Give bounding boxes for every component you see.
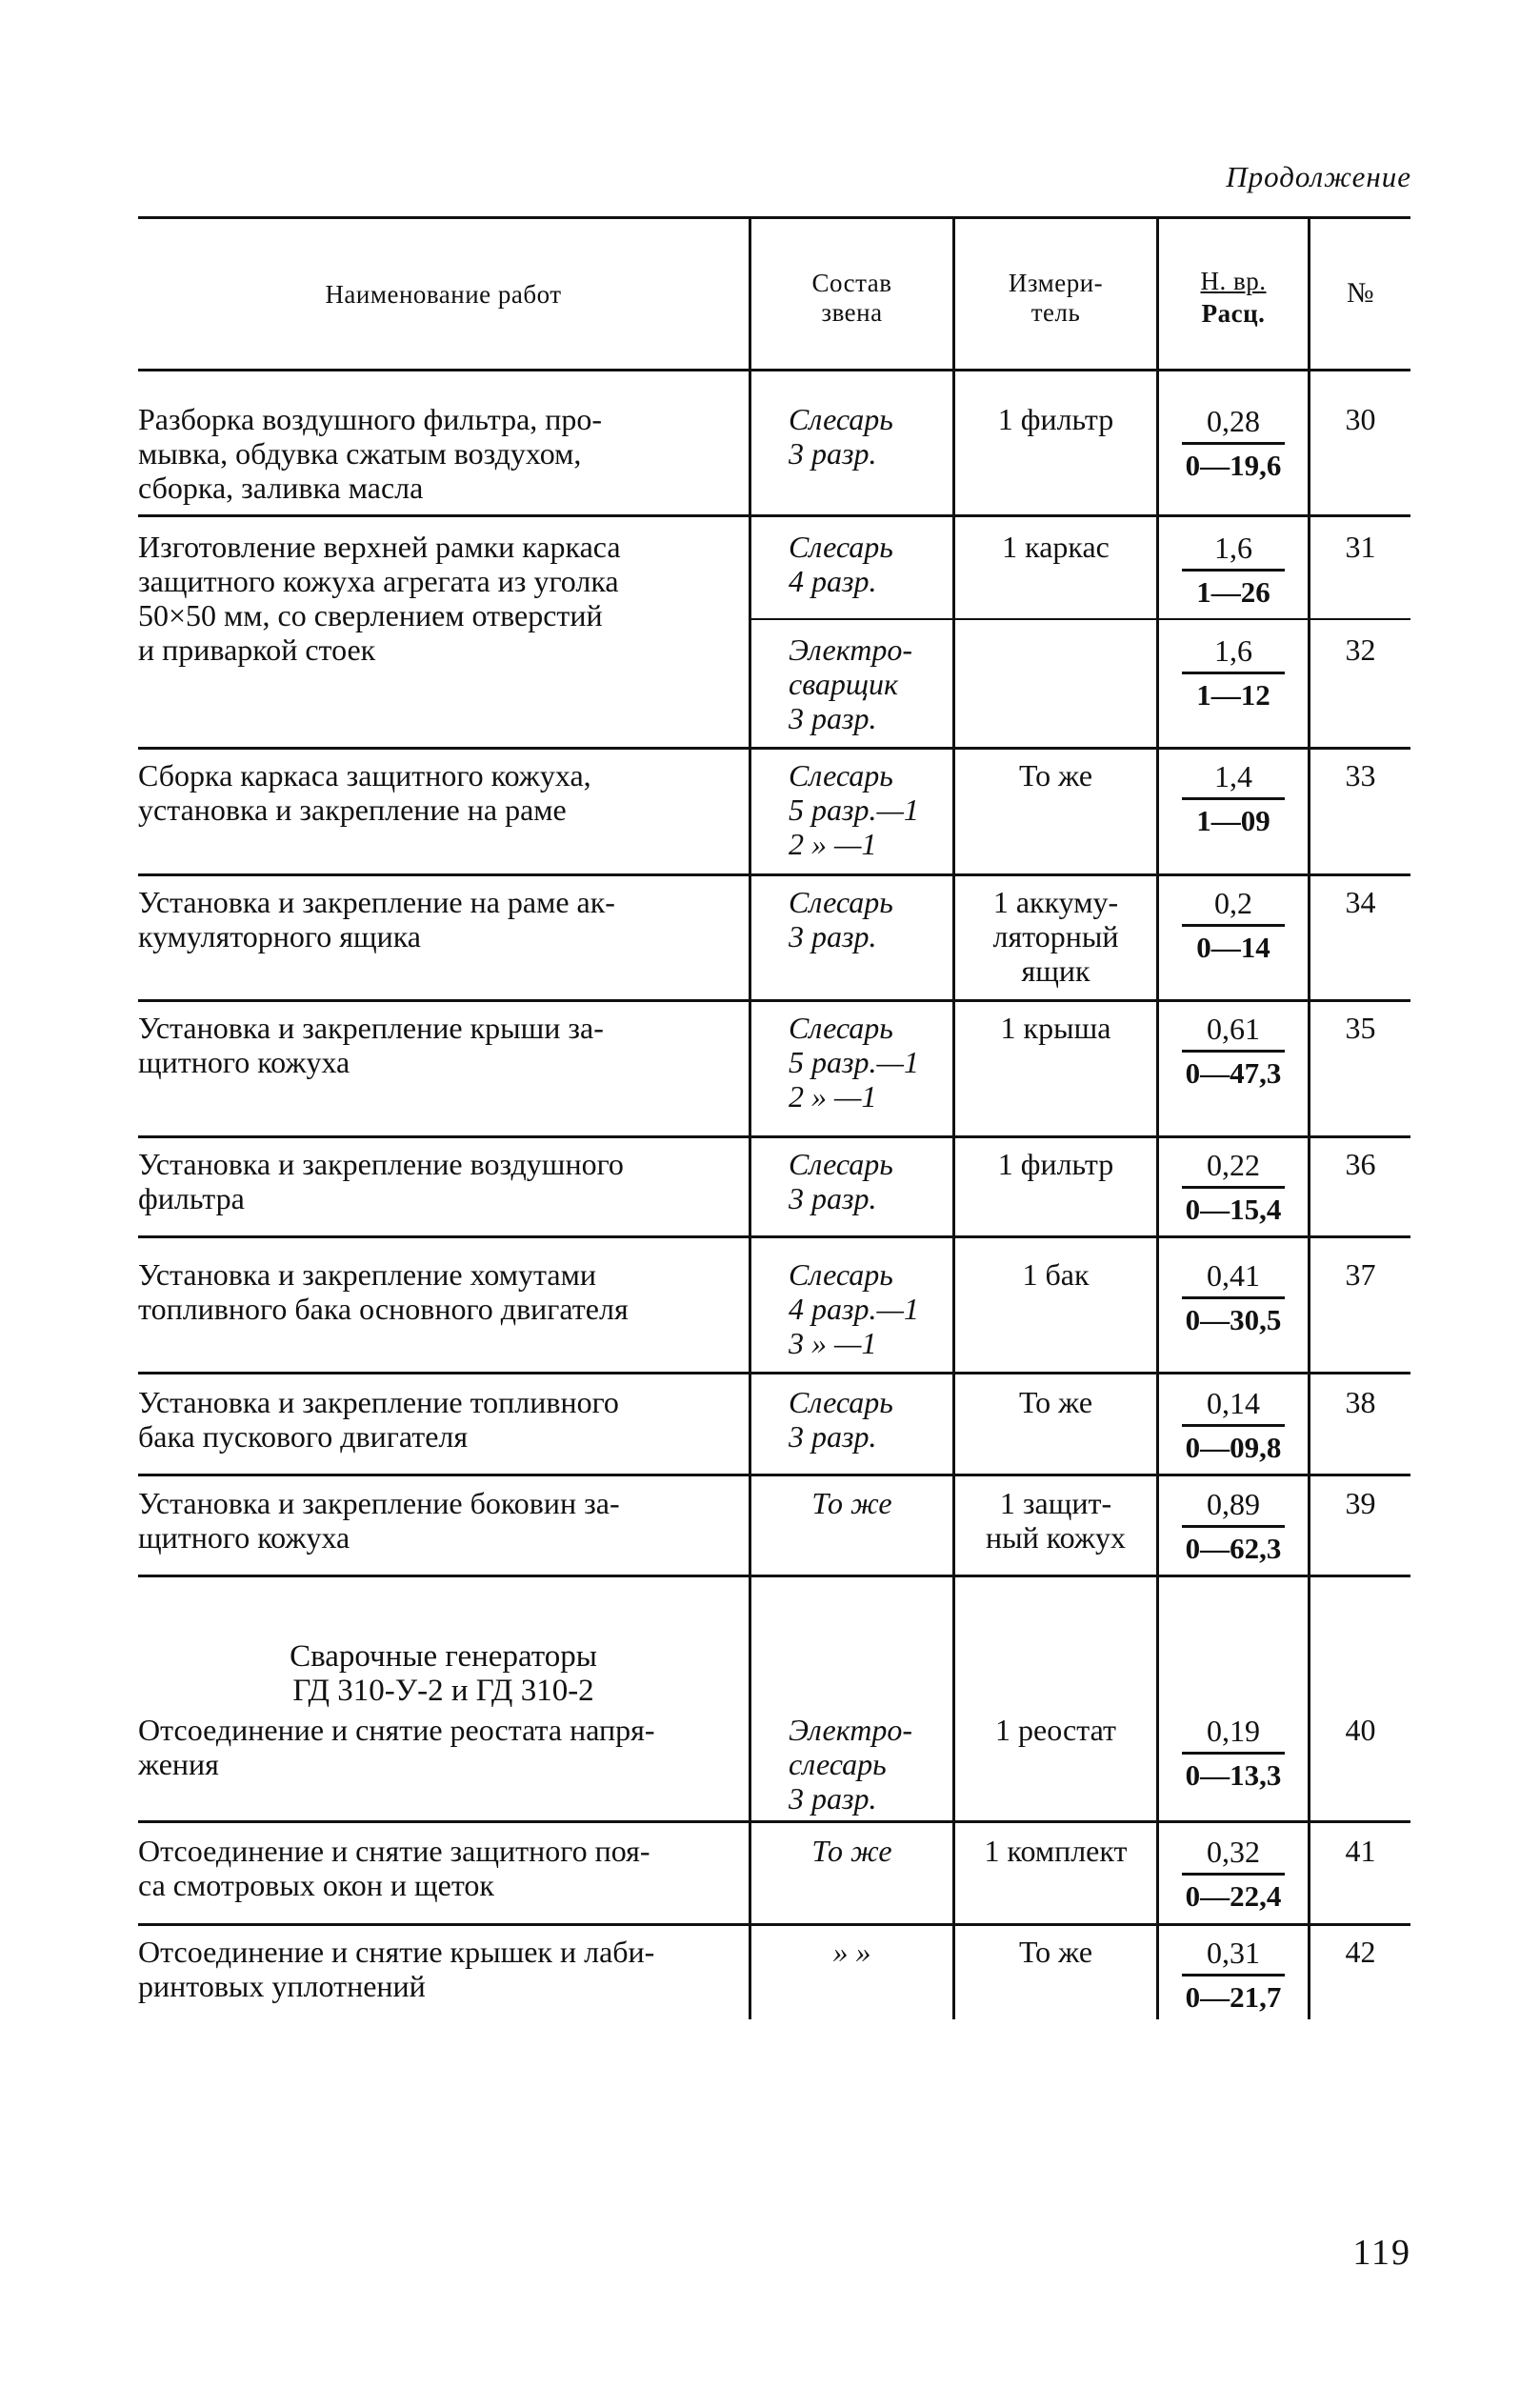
team-composition [789,1147,950,1215]
measure-line: ный кожух [986,1520,1126,1555]
measure-unit [955,1834,1156,1868]
row-number: 33 [1345,758,1376,793]
team-line: 3 » —1 [789,1326,877,1360]
norm-rate-fraction [1159,1386,1308,1465]
fraction-bar [1182,1873,1285,1876]
rate-value: 1—26 [1196,575,1270,609]
work-name-line: топливного бака основного двигателя [138,1292,629,1326]
rate-value: 0—22,4 [1185,1879,1282,1913]
norm-rate-fraction [1159,1714,1308,1793]
time-norm: 0,14 [1207,1386,1260,1420]
section-title-line1: Сварочные генераторы [290,1639,597,1674]
header-measure-line1: Измери- [1008,269,1104,297]
work-name-line: Отсоединение и снятие защитного поя- [138,1834,650,1868]
row-number: 36 [1345,1147,1376,1181]
rate-value: 0—13,3 [1185,1758,1282,1792]
work-name-line: щитного кожуха [138,1520,350,1555]
measure-line: 1 защит- [999,1486,1112,1520]
row-divider [138,1575,1410,1577]
work-name-line: кумуляторного ящика [138,919,421,953]
team-composition [789,1257,950,1360]
norm-rate-fraction [1159,886,1308,965]
work-name-line: са смотровых окон и щеток [138,1868,494,1902]
row-number: 38 [1345,1385,1376,1419]
work-name [138,530,736,667]
work-name [138,402,736,505]
header-measure [955,269,1156,328]
rate-value: 0—15,4 [1185,1193,1282,1226]
rate-value: 0—09,8 [1185,1431,1282,1464]
row-number: 35 [1345,1011,1376,1045]
fraction-bar [1182,1424,1285,1427]
team-line: Слесарь [789,885,893,919]
time-norm: 0,61 [1207,1012,1260,1046]
fraction-bar [1182,672,1285,674]
row-divider [138,747,1410,750]
team-line: 2 » —1 [789,1079,877,1114]
time-norm: 1,6 [1214,531,1252,565]
work-name-line: Установка и закрепление крыши за- [138,1011,604,1045]
team-composition [789,1385,950,1454]
measure-line: 1 аккуму- [992,885,1119,919]
team-line: 3 разр. [789,701,877,735]
team-composition [751,1486,952,1520]
team-line: Слесарь [789,1385,893,1419]
measure-unit [955,402,1156,436]
row-divider [138,1135,1410,1138]
rate-value: 0—30,5 [1185,1303,1282,1336]
time-norm: 0,89 [1207,1487,1260,1521]
team-line: 2 » —1 [789,827,877,861]
team-composition [789,1713,950,1816]
team-line: 3 разр. [789,1419,877,1454]
row-divider [138,1923,1410,1926]
measure-line: То же [1018,1385,1093,1419]
team-line: То же [811,1834,892,1868]
team-line: Слесарь [789,530,893,564]
team-line: слесарь [789,1747,887,1781]
work-name-line: Установка и закрепление на раме ак- [138,885,615,919]
work-name-line: сборка, заливка масла [138,471,424,505]
header-bottom-rule [138,369,1410,371]
team-line: Слесарь [789,758,893,793]
team-line: 3 разр. [789,1781,877,1816]
work-name [138,1147,736,1215]
time-norm: 0,28 [1207,404,1260,438]
rate-value: 0—21,7 [1185,1980,1282,2014]
work-name-line: установка и закрепление на раме [138,793,567,827]
norm-rate-fraction [1159,1835,1308,1914]
norm-rate-fraction [1159,759,1308,838]
team-composition [789,1011,950,1114]
time-norm: 0,31 [1207,1936,1260,1970]
team-composition [789,885,950,953]
measure-line: 1 фильтр [997,1147,1114,1181]
team-line: сварщик [789,667,898,701]
measure-line: То же [1018,758,1093,793]
norm-rate-fraction [1159,1012,1308,1091]
header-norm-rate [1159,267,1308,329]
section-title [138,1639,749,1708]
work-name [138,1713,736,1781]
fraction-bar [1182,1525,1285,1528]
row-divider [138,873,1410,876]
row-number: 37 [1345,1257,1376,1292]
measure-line: ящик [1021,953,1090,988]
work-name-line: Отсоединение и снятие крышек и лаби- [138,1935,655,1969]
measure-line: 1 каркас [1002,530,1110,564]
continuation-label: Продолжение [1226,160,1411,193]
norm-rate-fraction [1159,1148,1308,1227]
team-line: Электро- [789,1713,912,1747]
rate-value: 0—19,6 [1185,449,1282,482]
fraction-bar [1182,442,1285,445]
measure-unit [955,758,1156,793]
team-line: Слесарь [789,402,893,436]
fraction-bar [1182,1974,1285,1977]
row-divider [750,618,1410,620]
work-name-line: защитного кожуха агрегата из уголка [138,564,619,598]
norm-rate-fraction [1159,531,1308,610]
team-line: То же [811,1486,892,1520]
work-name-line: мывка, обдувка сжатым воздухом, [138,436,582,471]
measure-line: 1 реостат [995,1713,1116,1747]
fraction-bar [1182,1752,1285,1755]
team-line: Слесарь [789,1147,893,1181]
time-norm: 0,41 [1207,1258,1260,1293]
work-name [138,1385,736,1454]
team-line: 3 разр. [789,436,877,471]
measure-unit [955,1935,1156,1969]
work-name-line: фильтра [138,1181,245,1215]
rate-value: 0—47,3 [1185,1056,1282,1090]
row-divider [138,1235,1410,1238]
rate-value: 1—12 [1196,678,1270,712]
measure-unit [955,1486,1156,1555]
work-name-line: щитного кожуха [138,1045,350,1079]
header-team-line2: звена [821,298,883,327]
work-name [138,885,736,953]
row-number: 32 [1345,632,1376,667]
row-number: 40 [1345,1713,1376,1747]
section-title-line2: ГД 310-У-2 и ГД 310-2 [292,1674,594,1708]
work-name [138,1011,736,1079]
work-name-line: Установка и закрепление хомутами [138,1257,596,1292]
measure-unit [955,1713,1156,1747]
measure-unit [955,1385,1156,1419]
fraction-bar [1182,1050,1285,1053]
header-team [751,269,952,328]
measure-line: То же [1018,1935,1093,1969]
measure-line: 1 крыша [1000,1011,1111,1045]
work-name [138,1257,736,1326]
fraction-bar [1182,1186,1285,1189]
fraction-bar [1182,924,1285,927]
time-norm: 0,22 [1207,1148,1260,1182]
team-line: 3 разр. [789,1181,877,1215]
team-line: Слесарь [789,1257,893,1292]
header-team-line1: Состав [811,269,892,297]
measure-line: ляторный [992,919,1119,953]
work-name-line: Изготовление верхней рамки каркаса [138,530,621,564]
team-line: Слесарь [789,1011,893,1045]
team-composition [789,530,950,598]
row-divider [138,1372,1410,1375]
norm-rate-fraction [1159,404,1308,483]
page-number: 119 [1352,2233,1411,2273]
team-composition [789,632,950,735]
team-composition [751,1834,952,1868]
measure-unit [955,1147,1156,1181]
team-line: 4 разр. [789,564,877,598]
team-composition [789,758,950,861]
table-top-rule [138,216,1410,219]
work-name-line: Установка и закрепление топливного [138,1385,619,1419]
header-number: № [1346,277,1375,309]
row-divider [138,999,1410,1002]
row-divider [138,1474,1410,1476]
row-number: 42 [1345,1935,1376,1969]
work-name-line: бака пускового двигателя [138,1419,469,1454]
rate-value: 0—62,3 [1185,1532,1282,1565]
work-name [138,1834,736,1902]
time-norm: 1,4 [1214,759,1252,793]
row-number: 30 [1345,402,1376,436]
fraction-bar [1182,569,1285,572]
team-line: 3 разр. [789,919,877,953]
work-name-line: Отсоединение и снятие реостата напря- [138,1713,655,1747]
row-number: 31 [1345,530,1376,564]
measure-unit [955,530,1156,564]
norm-rate-fraction [1159,633,1308,712]
fraction-bar [1182,797,1285,800]
work-name-line: и приваркой стоек [138,632,376,667]
measure-line: 1 фильтр [997,402,1114,436]
measure-unit [955,885,1156,988]
work-name-line: Разборка воздушного фильтра, про- [138,402,603,436]
measure-unit [955,1257,1156,1292]
column-rule [749,216,751,2019]
work-name [138,1486,736,1555]
team-composition [751,1935,952,1969]
team-line: 5 разр.—1 [789,793,919,827]
team-line: 5 разр.—1 [789,1045,919,1079]
header-measure-line2: тель [1030,298,1081,327]
team-line: » » [832,1935,871,1969]
work-name-line: Установка и закрепление воздушного [138,1147,624,1181]
work-name [138,758,736,827]
row-number: 34 [1345,885,1376,919]
rate-value: 1—09 [1196,804,1270,837]
time-norm: 0,32 [1207,1835,1260,1869]
work-name [138,1935,736,2003]
work-name-line: Сборка каркаса защитного кожуха, [138,758,591,793]
work-name-line: жения [138,1747,219,1781]
fraction-bar [1182,1296,1285,1299]
header-rate: Расц. [1201,299,1266,328]
row-number: 41 [1345,1834,1376,1868]
header-name: Наименование работ [325,280,562,309]
measure-line: 1 комплект [984,1834,1128,1868]
time-norm: 0,2 [1214,886,1252,920]
team-line: 4 разр.—1 [789,1292,919,1326]
work-name-line: Установка и закрепление боковин за- [138,1486,620,1520]
measure-unit [955,1011,1156,1045]
measure-line: 1 бак [1022,1257,1090,1292]
row-divider [138,1820,1410,1823]
work-name-line: ринтовых уплотнений [138,1969,426,2003]
norm-rate-fraction [1159,1258,1308,1337]
team-composition [789,402,950,471]
column-rule [1308,216,1310,2019]
row-divider [138,514,1410,517]
work-name-line: 50×50 мм, со сверлением отверстий [138,598,603,632]
norm-rate-fraction [1159,1936,1308,2015]
norm-rate-fraction [1159,1487,1308,1566]
column-rule [952,216,955,2019]
header-norm: Н. вр. [1200,267,1267,295]
time-norm: 0,19 [1207,1714,1260,1748]
rate-value: 0—14 [1196,931,1270,964]
team-line: Электро- [789,632,912,667]
time-norm: 1,6 [1214,633,1252,668]
row-number: 39 [1345,1486,1376,1520]
